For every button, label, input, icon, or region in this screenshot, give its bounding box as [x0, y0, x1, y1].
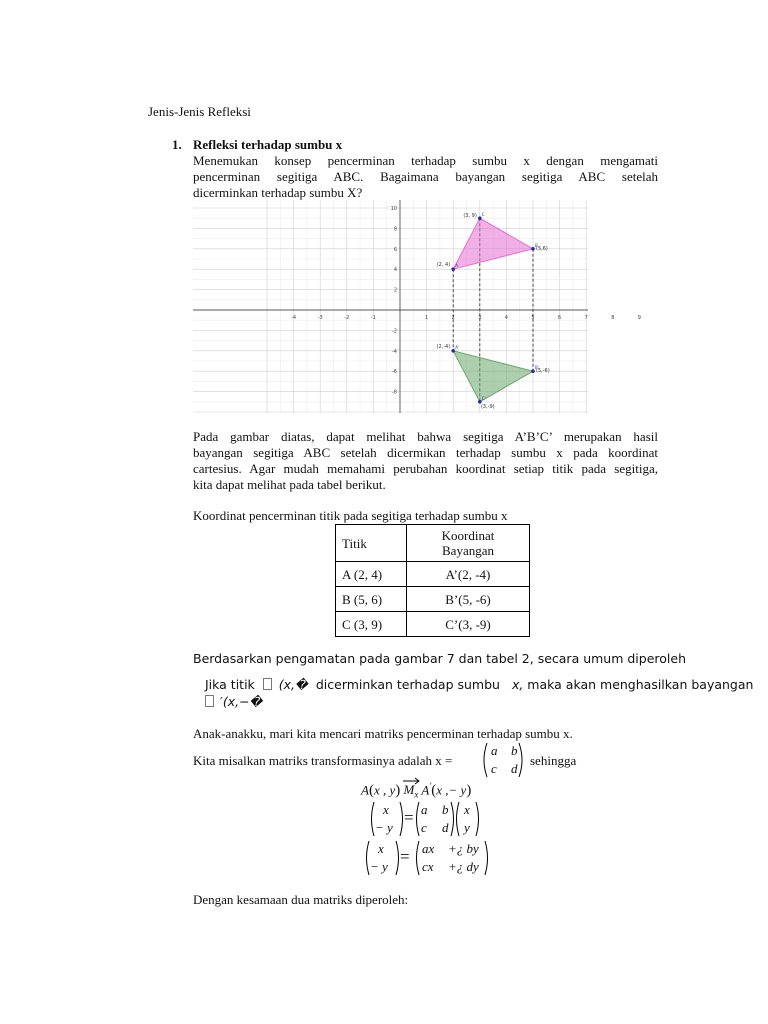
vertex-label: (3, 9)	[463, 213, 477, 220]
eq2-r2b: +¿ dy	[448, 859, 479, 874]
vertex-marker: A'	[455, 344, 460, 350]
missing-glyph-box	[263, 678, 272, 690]
y-tick-label: 6	[393, 246, 397, 253]
header-titik: Titik	[336, 525, 407, 562]
y-tick-label: 8	[393, 226, 397, 233]
eq2-r1a: ax	[422, 841, 435, 856]
page-heading: Jenis-Jenis Refleksi	[148, 104, 251, 119]
vertex-marker: A	[455, 263, 458, 269]
vertex-label: (3,-9)	[480, 403, 495, 410]
intro-line: pencerminan segitiga ABC. Bagaimana bayangan segitiga ABC setelah	[193, 169, 658, 184]
x-tick-label: 7	[584, 315, 588, 321]
x-tick-label: -1	[370, 315, 376, 321]
explanation-line: Pada gambar diatas, dapat melihat bahwa segitiga A’B’C’ merupakan hasil	[193, 429, 658, 444]
table-row	[336, 587, 530, 612]
y-tick-label: -4	[392, 348, 397, 355]
y-tick-label: -6	[392, 369, 397, 376]
intro-line: dicerminkan terhadap sumbu X?	[193, 185, 363, 200]
table-cell-titik: C (3, 9)	[336, 612, 407, 637]
mapping-A: A	[361, 782, 369, 798]
table-caption: Koordinat pencerminan titik pada segitiga terhadap sumbu x	[193, 508, 508, 523]
mapping-prime: '	[429, 781, 432, 791]
y-tick-label: -2	[392, 328, 397, 335]
x-tick-label: -2	[344, 315, 350, 321]
eq2-equals: =	[400, 847, 410, 866]
explanation-paragraph	[193, 429, 658, 493]
mapping-xy: x , y	[373, 782, 396, 798]
table-row	[336, 612, 530, 637]
mapping-image: x ,− y	[436, 782, 467, 798]
matrix-d: d	[511, 761, 518, 776]
eq1-r2: y	[464, 820, 470, 835]
vertex-marker: C'	[481, 395, 486, 401]
eq1-b: b	[442, 802, 449, 817]
table-header-row	[336, 525, 530, 562]
matrix-abcd	[481, 742, 525, 778]
vertex-marker: B	[535, 242, 538, 248]
equation-2	[364, 840, 490, 876]
x-tick-label: 5	[531, 315, 535, 321]
reflection-chart	[193, 200, 641, 413]
eq2-l1: x	[378, 841, 384, 856]
arrow-icon	[403, 778, 421, 784]
rule-image: ′(x,−�	[219, 694, 263, 709]
mapping-A-prime: A	[421, 782, 430, 798]
x-tick-label: 6	[558, 315, 562, 321]
x-tick-label: 9	[637, 315, 641, 321]
vertex-label: (2, 4)	[436, 262, 451, 269]
x-tick-label: 1	[425, 315, 429, 321]
mapping-arrow-M	[404, 782, 419, 800]
rule-point: (x,�	[278, 677, 308, 692]
equation-1	[369, 801, 481, 837]
table-row	[336, 562, 530, 587]
table-cell-bayangan: A’(2, -4)	[407, 562, 530, 587]
reflection-rule-image	[205, 694, 262, 709]
coordinate-table	[335, 524, 530, 637]
observation-text: Berdasarkan pengamatan pada gambar 7 dan tabel 2, secara umum diperoleh	[193, 651, 686, 666]
header-koordinat-bayangan	[407, 525, 530, 562]
intro-line: Menemukan konsep pencerminan terhadap sumbu x dengan mengamati	[193, 153, 658, 168]
eq1-a: a	[421, 802, 428, 817]
vertex-marker: B'	[535, 365, 539, 371]
explanation-line: kita dapat melihat pada tabel berikut.	[193, 477, 386, 492]
x-tick-label: 4	[504, 315, 508, 321]
section-number: 1.	[172, 137, 182, 152]
vertex-label: (5,-6)	[536, 368, 550, 375]
table-cell-bayangan: B’(5, -6)	[407, 587, 530, 612]
rule-middle: dicerminkan terhadap sumbu	[315, 677, 500, 692]
section-title: Refleksi terhadap sumbu x	[193, 137, 343, 152]
eq2-l2: − y	[370, 859, 388, 874]
matrix-line-prefix: Kita misalkan matriks transformasinya adalah x =	[193, 753, 453, 768]
header-line: Bayangan	[442, 543, 494, 558]
mapping-sub: x	[414, 789, 419, 800]
matrix-brackets	[481, 742, 525, 778]
table-cell-titik: A (2, 4)	[336, 562, 407, 587]
mapping-expression: A(x , y) $M_x$ A'(x ,− y)	[361, 781, 471, 800]
table-cell-bayangan: C’(3, -9)	[407, 612, 530, 637]
missing-glyph-box	[205, 695, 214, 707]
x-tick-label: -4	[291, 315, 297, 321]
matrix-a: a	[491, 743, 498, 758]
rule-axis: x,	[511, 677, 524, 692]
x-tick-label: 2	[451, 315, 455, 321]
eq1-l2: − y	[375, 820, 393, 835]
rule-prefix: Jika titik	[205, 677, 255, 692]
y-tick-label: 4	[393, 267, 397, 274]
intro-paragraph	[193, 153, 658, 201]
vertex-label: (2,-4)	[436, 343, 451, 350]
x-tick-label: 3	[478, 315, 482, 321]
mapping-M: M	[403, 782, 415, 798]
matrix-line-suffix: sehingga	[530, 753, 577, 768]
chart-background	[193, 200, 588, 413]
y-tick-label: 10	[390, 206, 397, 212]
eq2-r1b: +¿ by	[448, 841, 479, 856]
header-line: Koordinat	[441, 528, 495, 543]
y-tick-label: -8	[392, 389, 397, 396]
rule-suffix: maka akan menghasilkan bayangan	[527, 677, 754, 692]
y-tick-label: 2	[393, 287, 397, 294]
eq1-r1: x	[464, 802, 470, 817]
reflection-rule	[205, 677, 753, 692]
matrix-b: b	[511, 743, 518, 758]
eq1-c: c	[421, 820, 427, 835]
x-tick-label: -3	[317, 315, 323, 321]
vertex-marker: C	[481, 212, 485, 218]
matrix-c: c	[491, 761, 497, 776]
eq1-l1: x	[383, 802, 389, 817]
x-tick-label: 8	[611, 315, 615, 321]
explanation-line: cartesius. Agar mudah memahami perubahan koordinat setiap titik pada segitiga,	[193, 461, 658, 476]
eq1-d: d	[442, 820, 449, 835]
eq2-r2a: cx	[422, 859, 434, 874]
eq1-equals: =	[404, 808, 414, 827]
table-cell-titik: B (5, 6)	[336, 587, 407, 612]
closing-text: Dengan kesamaan dua matriks diperoleh:	[193, 892, 409, 907]
vertex-label: (5,6)	[536, 245, 548, 252]
explanation-line: bayangan segitiga ABC setelah dicermikan terhadap sumbu x pada koordinat	[193, 445, 658, 460]
matrix-intro: Anak-anakku, mari kita mencari matriks pencerminan terhadap sumbu x.	[193, 726, 573, 741]
